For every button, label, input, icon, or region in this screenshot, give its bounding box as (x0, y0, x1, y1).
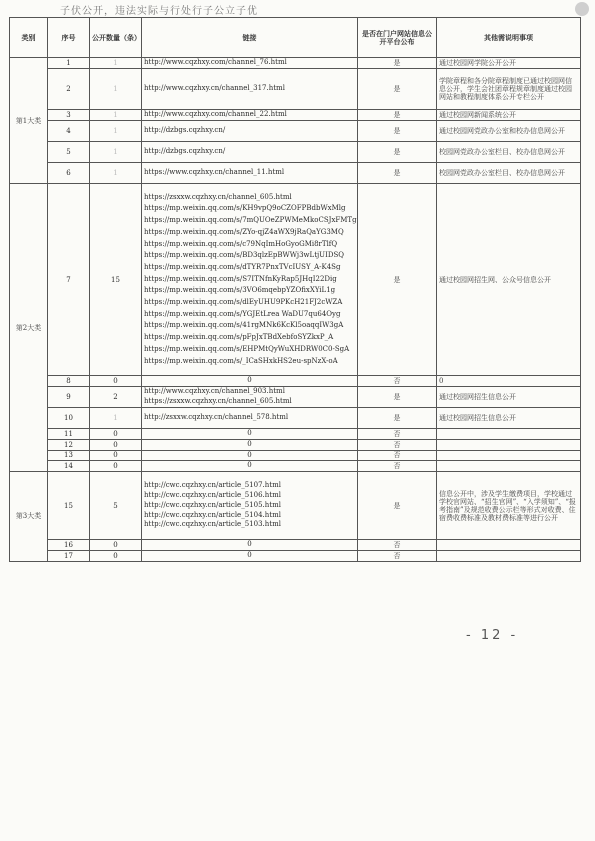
link-cell (142, 408, 358, 429)
table-row (10, 163, 581, 184)
table-header-row (10, 18, 581, 58)
portal-cell: 否 (358, 376, 437, 387)
count-cell: 0 (90, 550, 142, 561)
portal-cell: 是 (358, 184, 437, 376)
count-cell: 0 (90, 540, 142, 551)
link-cell (142, 429, 358, 440)
disclosure-table (9, 17, 581, 562)
link-text[interactable]: http://cwc.cqzhxy.cn/article_5103.html (144, 520, 281, 529)
link-text[interactable]: http://cwc.cqzhxy.cn/article_5105.html (144, 500, 281, 509)
note-cell: 校园网党政办公室栏目、校办信息网公开 (437, 142, 581, 163)
portal-cell: 否 (358, 429, 437, 440)
note-cell: 通过校园网学院公开公开 (437, 58, 581, 69)
link-text[interactable]: https://mp.weixin.qq.com/s/_ICaSHxkHS2eu-spNzX-oA (144, 356, 338, 365)
link-text: 0 (247, 450, 252, 459)
link-text: 0 (247, 540, 252, 549)
seq-cell: 12 (48, 439, 90, 450)
link-text[interactable]: https://mp.weixin.qq.com/s/ZYo-qjZ4aWX9jRaQaYG3MQ (144, 227, 344, 236)
link-cell (142, 387, 358, 408)
page-number: - 12 - (466, 628, 519, 643)
note-cell (437, 439, 581, 450)
link-text[interactable]: https://mp.weixin.qq.com/s/EHPMtQyWuXHDRW0C0-SgA (144, 344, 350, 353)
seq-cell: 11 (48, 429, 90, 440)
portal-cell: 是 (358, 472, 437, 540)
link-text[interactable]: https://mp.weixin.qq.com/s/KH9vpQ9oCZOFPBdbWxMlg (144, 204, 346, 213)
link-cell (142, 376, 358, 387)
seq-cell: 3 (48, 110, 90, 121)
table-row (10, 184, 581, 376)
link-text[interactable]: http://dzbgs.cqzhxy.cn/ (144, 126, 226, 135)
link-text: 0 (247, 429, 252, 437)
link-text[interactable]: https://zsxxw.cqzhxy.cn/channel_605.html (144, 192, 292, 201)
count-cell: 1 (90, 110, 142, 121)
table-row (10, 121, 581, 142)
link-cell (142, 58, 358, 69)
note-cell (437, 540, 581, 551)
link-text[interactable]: http://cwc.cqzhxy.cn/article_5106.html (144, 490, 281, 499)
link-text[interactable]: https://mp.weixin.qq.com/s/7mQUOeZPWMeMkoCSJxFMTg (144, 216, 357, 225)
link-cell (142, 163, 358, 184)
link-text[interactable]: http://cwc.cqzhxy.cn/article_5107.html (144, 481, 281, 490)
seq-cell: 14 (48, 461, 90, 472)
link-cell (142, 110, 358, 121)
count-cell: 0 (90, 429, 142, 440)
seq-cell: 6 (48, 163, 90, 184)
table-row (10, 540, 581, 551)
link-text: 0 (247, 461, 252, 470)
link-text[interactable]: https://mp.weixin.qq.com/s/41rgMNk6KcKl5oaqqIW3gA (144, 321, 344, 330)
seq-cell: 5 (48, 142, 90, 163)
link-cell (142, 472, 358, 540)
link-cell (142, 461, 358, 472)
portal-cell: 是 (358, 408, 437, 429)
count-cell: 2 (90, 387, 142, 408)
note-cell: 通过校园网招生网、公众号信息公开 (437, 184, 581, 376)
link-cell (142, 184, 358, 376)
count-cell: 1 (90, 163, 142, 184)
count-cell: 1 (90, 58, 142, 69)
link-cell (142, 69, 358, 110)
seq-cell: 10 (48, 408, 90, 429)
portal-cell: 是 (358, 142, 437, 163)
table-row (10, 472, 581, 540)
link-text[interactable]: http://www.cqzhxy.cn/channel_903.html (144, 387, 285, 396)
table-row (10, 110, 581, 121)
table-row (10, 142, 581, 163)
seq-cell: 15 (48, 472, 90, 540)
portal-cell: 是 (358, 163, 437, 184)
table-row (10, 461, 581, 472)
link-text[interactable]: https://mp.weixin.qq.com/s/3VO6mqebpYZOfixXYiL1g (144, 286, 336, 295)
col-header-category: 类别 (10, 18, 48, 58)
link-text[interactable]: https://mp.weixin.qq.com/s/dlEyUHU9PKcH21FJ2cWZA (144, 298, 343, 307)
seq-cell: 16 (48, 540, 90, 551)
count-cell: 1 (90, 69, 142, 110)
count-cell: 15 (90, 184, 142, 376)
link-cell (142, 142, 358, 163)
note-cell: 信息公开中，涉及学生缴费项目，学校通过学校官网站、“招生官网”、“入学须知”、“报考指南”及规范收费公示栏等形式对收费、住宿费收费标准及教材费标准等进行公开 (437, 472, 581, 540)
table-row (10, 408, 581, 429)
link-text[interactable]: https://mp.weixin.qq.com/s/BD3qlzEpBWWj3wLtjUIDSQ (144, 251, 344, 260)
table-row (10, 376, 581, 387)
link-text[interactable]: https://mp.weixin.qq.com/s/pFpJxTBdXebfoSYZkxP_A (144, 333, 334, 342)
link-text[interactable]: https://zsxxw.cqzhxy.cn/channel_605.html (144, 397, 292, 405)
count-cell: 5 (90, 472, 142, 540)
seq-cell: 7 (48, 184, 90, 376)
link-cell (142, 121, 358, 142)
count-cell: 0 (90, 376, 142, 387)
note-cell (437, 450, 581, 461)
note-cell: 通过校园网新闻系统公开 (437, 110, 581, 121)
count-cell: 0 (90, 461, 142, 472)
col-header-portal: 是否在门户网站信息公开平台公布 (358, 18, 437, 58)
seq-cell: 9 (48, 387, 90, 408)
seq-cell: 1 (48, 58, 90, 69)
col-header-other: 其他需说明事项 (437, 18, 581, 58)
table-row (10, 58, 581, 69)
seq-cell: 13 (48, 450, 90, 461)
link-text: 0 (247, 376, 252, 385)
count-cell: 0 (90, 450, 142, 461)
category-cell: 第3大类 (10, 472, 48, 562)
table-row (10, 69, 581, 110)
link-text[interactable]: https://mp.weixin.qq.com/s/YGJEtLrea WaDU7qu64Oyg (144, 309, 341, 318)
category-cell: 第2大类 (10, 184, 48, 472)
link-text[interactable]: http://dzbgs.cqzhxy.cn/ (144, 147, 226, 156)
corner-mark (575, 2, 589, 16)
table-row (10, 450, 581, 461)
count-cell: 1 (90, 408, 142, 429)
note-cell: 通过校园网党政办公室和校办信息网公开 (437, 121, 581, 142)
link-cell (142, 439, 358, 450)
portal-cell: 否 (358, 450, 437, 461)
note-cell: 学院章程和各分院章程制度已通过校园网信息公开，学生会社团章程规章制度通过校园网站和教程制度体系公开专栏公开 (437, 69, 581, 110)
link-text: 0 (247, 550, 252, 559)
portal-cell: 否 (358, 550, 437, 561)
link-text[interactable]: https://mp.weixin.qq.com/s/dTYR7PnxTVcIUSY_A-K4Sg (144, 262, 341, 271)
link-text[interactable]: http://www.cqzhxy.com/channel_76.html (144, 58, 287, 67)
link-text[interactable]: http://cwc.cqzhxy.cn/article_5104.html (144, 510, 281, 519)
table-row (10, 439, 581, 450)
link-text[interactable]: http://zsxxw.cqzhxy.cn/channel_578.html (144, 413, 289, 422)
col-header-count: 公开数量（条） (90, 18, 142, 58)
link-text: 0 (247, 439, 252, 448)
col-header-link: 链接 (142, 18, 358, 58)
link-cell (142, 540, 358, 551)
seq-cell: 2 (48, 69, 90, 110)
portal-cell: 是 (358, 110, 437, 121)
count-cell: 1 (90, 121, 142, 142)
seq-cell: 4 (48, 121, 90, 142)
table-row (10, 387, 581, 408)
category-cell: 第1大类 (10, 58, 48, 184)
note-cell: 校园网党政办公室栏目、校办信息网公开 (437, 163, 581, 184)
seq-cell: 17 (48, 550, 90, 561)
note-cell: 通过校园网招生信息公开 (437, 387, 581, 408)
note-cell (437, 429, 581, 440)
note-cell (437, 550, 581, 561)
count-cell: 1 (90, 142, 142, 163)
note-cell: 通过校园网招生信息公开 (437, 408, 581, 429)
header-fragment: 子伏公开，违法实际与行处行子公立子优 (60, 6, 258, 17)
link-text[interactable]: https://www.cqzhxy.cn/channel_11.html (144, 168, 285, 177)
portal-cell: 是 (358, 387, 437, 408)
link-text[interactable]: https://mp.weixin.qq.com/s/c79NqImHoGyoGMi8rTlfQ (144, 239, 338, 248)
portal-cell: 否 (358, 540, 437, 551)
link-text[interactable]: https://mp.weixin.qq.com/s/S7ITNfnKyRap5JHqI22Dig (144, 274, 337, 283)
seq-cell: 8 (48, 376, 90, 387)
link-cell (142, 450, 358, 461)
link-text[interactable]: http://www.cqzhxy.cn/channel_317.html (144, 84, 285, 93)
portal-cell: 是 (358, 69, 437, 110)
table-row (10, 429, 581, 440)
portal-cell: 是 (358, 121, 437, 142)
link-cell (142, 550, 358, 561)
table-row (10, 550, 581, 561)
portal-cell: 否 (358, 439, 437, 450)
note-cell (437, 461, 581, 472)
note-cell: 0 (437, 376, 581, 387)
link-text[interactable]: http://www.cqzhxy.com/channel_22.html (144, 110, 287, 119)
portal-cell: 是 (358, 58, 437, 69)
col-header-seq: 序号 (48, 18, 90, 58)
portal-cell: 否 (358, 461, 437, 472)
count-cell: 0 (90, 439, 142, 450)
